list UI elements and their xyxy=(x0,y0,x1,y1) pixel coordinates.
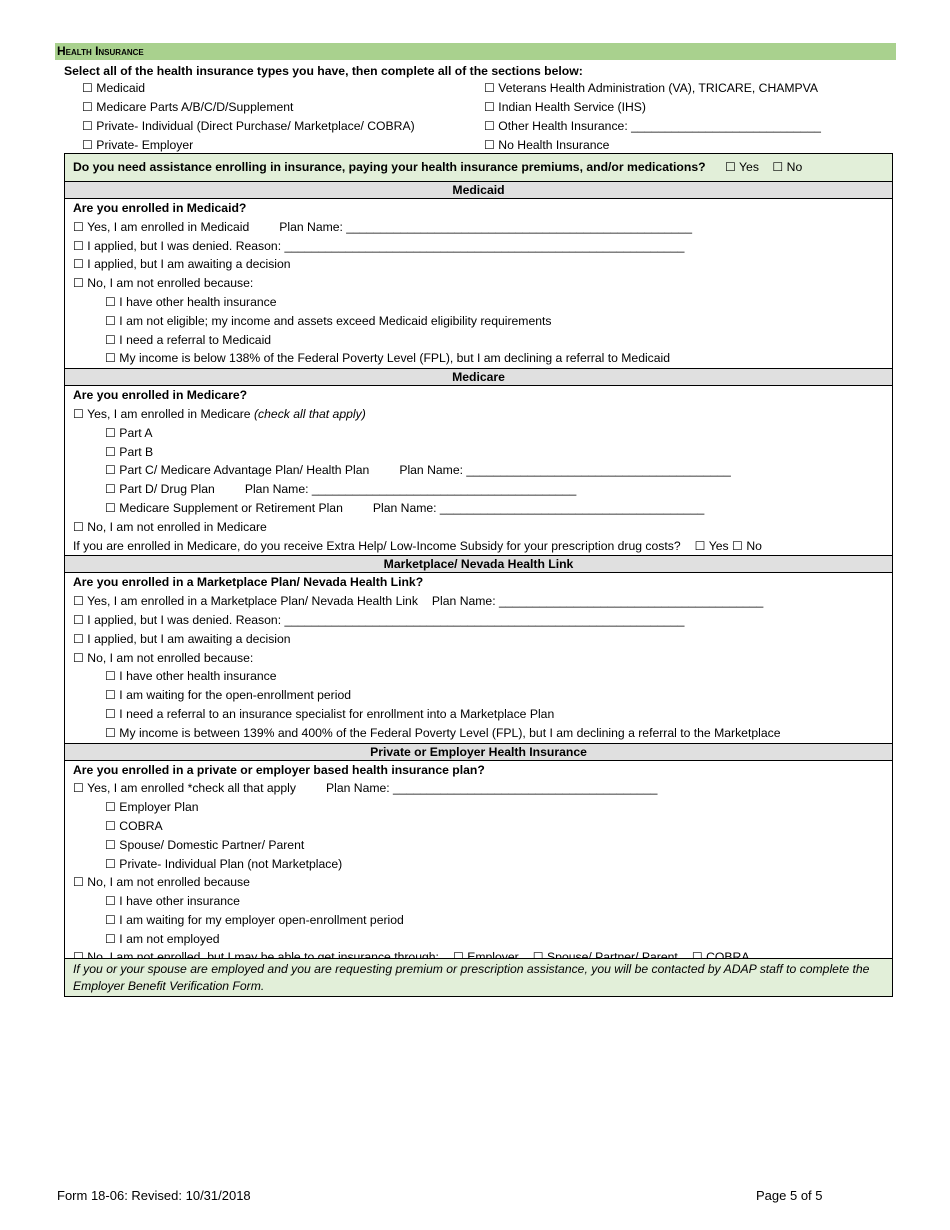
section-title: Health Insurance xyxy=(55,43,896,60)
medicare-extra-help-row xyxy=(65,537,892,556)
type-medicaid-checkbox[interactable]: ☐ Medicaid xyxy=(82,81,146,95)
private-section-heading: Private or Employer Health Insurance xyxy=(65,743,892,761)
extra-help-yes-checkbox[interactable]: ☐ Yes xyxy=(694,538,729,553)
employer-verification-note: If you or your spouse are employed and you are requesting premium or prescription assistance, you will be contacted by ADAP staff to complete the Employer Benefit Verification Form. xyxy=(65,958,892,996)
insurance-form-box xyxy=(64,153,893,997)
intro-instruction: Select all of the health insurance types you have, then complete all of the sections below: xyxy=(64,64,583,78)
medicaid-denied-checkbox[interactable]: ☐ I applied, but I was denied. Reason: ___________________________________________________________ xyxy=(73,238,685,253)
marketplace-section-heading: Marketplace/ Nevada Health Link xyxy=(65,555,892,573)
form-revision: Form 18-06: Revised: 10/31/2018 xyxy=(57,1188,251,1203)
medicaid-not-enrolled-checkbox[interactable]: ☐ No, I am not enrolled because: xyxy=(73,276,254,291)
private-yes-checkbox[interactable]: ☐ Yes, I am enrolled *check all that apply xyxy=(73,781,296,796)
assistance-question-row xyxy=(65,154,892,182)
assistance-no-checkbox[interactable]: ☐ No xyxy=(772,160,803,174)
medicare-part-c-row xyxy=(65,461,892,480)
marketplace-plan-name-field[interactable]: Plan Name: _______________________________________ xyxy=(431,594,764,609)
medicaid-yes-row xyxy=(65,218,892,237)
insurance-types-right xyxy=(484,79,821,155)
type-private-employer-checkbox[interactable]: ☐ Private- Employer xyxy=(82,138,194,152)
type-medicare-checkbox[interactable]: ☐ Medicare Parts A/B/C/D/Supplement xyxy=(82,100,294,114)
private-reason-checkbox[interactable]: ☐ I have other insurance xyxy=(105,894,240,909)
private-option-checkbox[interactable]: ☐ Spouse/ Domestic Partner/ Parent xyxy=(105,837,305,852)
medicare-question: Are you enrolled in Medicare? xyxy=(73,388,248,403)
marketplace-yes-checkbox[interactable]: ☐ Yes, I am enrolled in a Marketplace Plan/ Nevada Health Link xyxy=(73,594,418,609)
marketplace-not-enrolled-checkbox[interactable]: ☐ No, I am not enrolled because: xyxy=(73,650,254,665)
medicare-yes-row xyxy=(65,405,892,424)
medicare-supplement-row xyxy=(65,499,892,518)
medicaid-reason-checkbox[interactable]: ☐ I am not eligible; my income and assets exceed Medicaid eligibility requirements xyxy=(105,313,552,328)
private-option-checkbox[interactable]: ☐ Private- Individual Plan (not Marketplace) xyxy=(105,856,343,871)
private-reason-checkbox[interactable]: ☐ I am not employed xyxy=(105,931,220,946)
marketplace-yes-row xyxy=(65,592,892,611)
medicaid-awaiting-checkbox[interactable]: ☐ I applied, but I am awaiting a decision xyxy=(73,257,291,272)
marketplace-reason-checkbox[interactable]: ☐ My income is between 139% and 400% of the Federal Poverty Level (FPL), but I am declining a referral to the Marketplace xyxy=(105,725,781,740)
medicare-yes-note: (check all that apply) xyxy=(253,406,366,421)
marketplace-awaiting-checkbox[interactable]: ☐ I applied, but I am awaiting a decision xyxy=(73,631,291,646)
extra-help-question: If you are enrolled in Medicare, do you receive Extra Help/ Low-Income Subsidy for your prescription drug costs? xyxy=(73,538,681,553)
medicare-part-b-checkbox[interactable]: ☐ Part B xyxy=(105,444,154,459)
type-ihs-checkbox[interactable]: ☐ Indian Health Service (IHS) xyxy=(484,100,646,114)
page-number: Page 5 of 5 xyxy=(756,1188,823,1203)
private-not-enrolled-checkbox[interactable]: ☐ No, I am not enrolled because xyxy=(73,875,250,890)
type-other-checkbox[interactable]: ☐ Other Health Insurance: ____________________________ xyxy=(484,119,821,133)
private-option-checkbox[interactable]: ☐ Employer Plan xyxy=(105,800,199,815)
medicaid-question: Are you enrolled in Medicaid? xyxy=(73,201,247,215)
private-reason-checkbox[interactable]: ☐ I am waiting for my employer open-enrollment period xyxy=(105,912,404,927)
marketplace-question: Are you enrolled in a Marketplace Plan/ Nevada Health Link? xyxy=(73,575,424,590)
extra-help-no-checkbox[interactable]: ☐ No xyxy=(732,538,762,553)
medicaid-plan-name-field[interactable]: Plan Name: ___________________________________________________ xyxy=(279,219,692,234)
medicare-yes-checkbox[interactable]: ☐ Yes, I am enrolled in Medicare xyxy=(73,406,251,421)
type-va-checkbox[interactable]: ☐ Veterans Health Administration (VA), TRICARE, CHAMPVA xyxy=(484,81,819,95)
assistance-yes-checkbox[interactable]: ☐ Yes xyxy=(724,160,759,174)
insurance-types-left xyxy=(82,79,415,155)
medicare-supplement-checkbox[interactable]: ☐ Medicare Supplement or Retirement Plan xyxy=(105,500,343,515)
private-question: Are you enrolled in a private or employer based health insurance plan? xyxy=(73,762,485,777)
private-yes-row xyxy=(65,779,892,798)
type-private-individual-checkbox[interactable]: ☐ Private- Individual (Direct Purchase/ Marketplace/ COBRA) xyxy=(82,119,415,133)
medicare-part-d-row xyxy=(65,480,892,499)
type-none-checkbox[interactable]: ☐ No Health Insurance xyxy=(484,138,610,152)
medicare-part-d-plan-field[interactable]: Plan Name: _______________________________________ xyxy=(244,482,577,497)
medicare-part-c-checkbox[interactable]: ☐ Part C/ Medicare Advantage Plan/ Health Plan xyxy=(105,463,370,478)
medicaid-reason-checkbox[interactable]: ☐ My income is below 138% of the Federal Poverty Level (FPL), but I am declining a referral to Medicaid xyxy=(105,351,671,366)
marketplace-reason-checkbox[interactable]: ☐ I need a referral to an insurance specialist for enrollment into a Marketplace Plan xyxy=(105,706,555,721)
medicare-supplement-plan-field[interactable]: Plan Name: _______________________________________ xyxy=(372,500,705,515)
medicare-section-heading: Medicare xyxy=(65,368,892,386)
private-plan-name-field[interactable]: Plan Name: _______________________________________ xyxy=(325,781,658,796)
medicaid-section-heading: Medicaid xyxy=(65,182,892,199)
medicare-no-checkbox[interactable]: ☐ No, I am not enrolled in Medicare xyxy=(73,519,267,534)
medicaid-yes-checkbox[interactable]: ☐ Yes, I am enrolled in Medicaid xyxy=(73,219,250,234)
medicaid-reason-checkbox[interactable]: ☐ I have other health insurance xyxy=(105,294,277,309)
marketplace-denied-checkbox[interactable]: ☐ I applied, but I was denied. Reason: ___________________________________________________________ xyxy=(73,612,685,627)
medicare-part-a-checkbox[interactable]: ☐ Part A xyxy=(105,425,153,440)
private-option-checkbox[interactable]: ☐ COBRA xyxy=(105,818,163,833)
marketplace-reason-checkbox[interactable]: ☐ I have other health insurance xyxy=(105,669,277,684)
assistance-question: Do you need assistance enrolling in insurance, paying your health insurance premiums, and/or medications? xyxy=(73,160,706,174)
medicare-part-c-plan-field[interactable]: Plan Name: _______________________________________ xyxy=(399,463,731,478)
medicare-part-d-checkbox[interactable]: ☐ Part D/ Drug Plan xyxy=(105,482,215,497)
medicaid-reason-checkbox[interactable]: ☐ I need a referral to Medicaid xyxy=(105,332,272,347)
marketplace-reason-checkbox[interactable]: ☐ I am waiting for the open-enrollment period xyxy=(105,688,351,703)
